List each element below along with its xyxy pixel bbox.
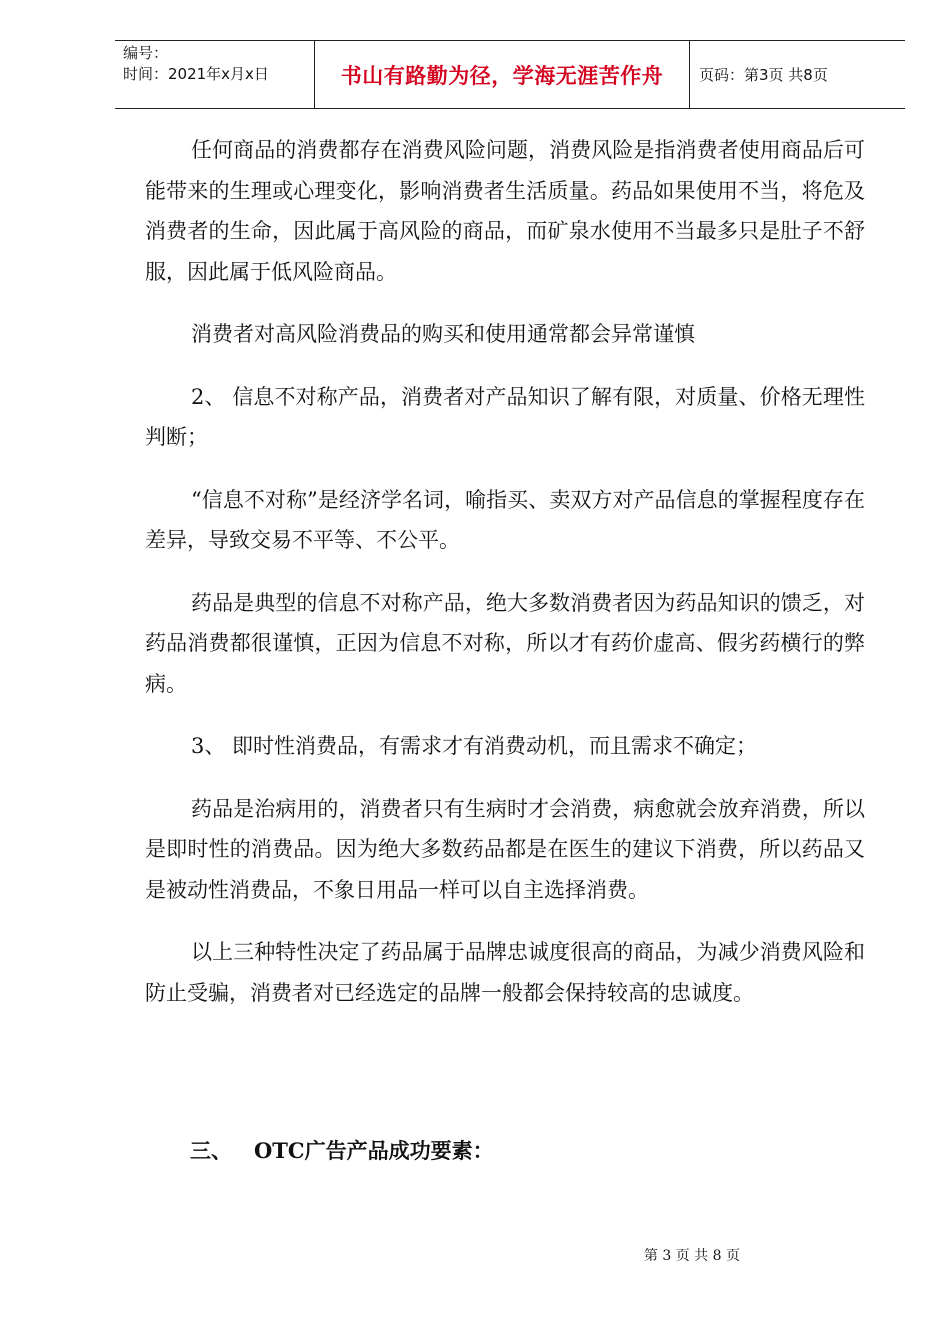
paragraph: 以上三种特性决定了药品属于品牌忠诚度很高的商品，为减少消费风险和防止受骗，消费者对已经选定的品牌一般都会保持较高的忠诚度。 bbox=[145, 940, 865, 1005]
section-number: 三、 bbox=[190, 1138, 232, 1163]
paragraph: 任何商品的消费都存在消费风险问题，消费风险是指消费者使用商品后可能带来的生理或心理变化，影响消费者生活质量。药品如果使用不当，将危及消费者的生命，因此属于高风险的商品，而矿泉水使用不当最多只是肚子不舒服，因此属于低风险商品。 bbox=[145, 138, 865, 284]
footer-page-number: 第 3 页 共 8 页 bbox=[643, 1248, 740, 1264]
header-page-info: 页码：第3页 共8页 bbox=[699, 66, 828, 84]
list-item-3: 3、 即时性消费品，有需求才有消费动机，而且需求不确定； bbox=[191, 734, 758, 758]
document-body bbox=[145, 130, 865, 1035]
list-item-2: 2、 信息不对称产品，消费者对产品知识了解有限，对质量、价格无理性判断； bbox=[145, 384, 865, 449]
document-number: 编号： bbox=[123, 44, 169, 62]
page-header bbox=[115, 40, 905, 109]
paragraph: 药品是典型的信息不对称产品，绝大多数消费者因为药品知识的馈乏，对药品消费都很谨慎，正因为信息不对称，所以才有药价虚高、假劣药横行的弊病。 bbox=[145, 590, 865, 696]
header-meta bbox=[115, 41, 315, 108]
paragraph: 消费者对高风险消费品的购买和使用通常都会异常谨慎 bbox=[191, 322, 695, 346]
document-time: 时间：2021年x月x日 bbox=[123, 65, 269, 83]
page-footer bbox=[0, 1245, 950, 1265]
paragraph: “信息不对称”是经济学名词，喻指买、卖双方对产品信息的掌握程度存在差异，导致交易不平等、不公平。 bbox=[145, 487, 865, 552]
section-title: OTC广告产品成功要素： bbox=[254, 1138, 494, 1163]
header-motto: 书山有路勤为径，学海无涯苦作舟 bbox=[315, 41, 690, 108]
paragraph: 药品是治病用的，消费者只有生病时才会消费，病愈就会放弃消费，所以是即时性的消费品。因为绝大多数药品都是在医生的建议下消费，所以药品又是被动性消费品，不象日用品一样可以自主选择消费。 bbox=[145, 796, 865, 902]
section-heading bbox=[190, 1135, 516, 1165]
